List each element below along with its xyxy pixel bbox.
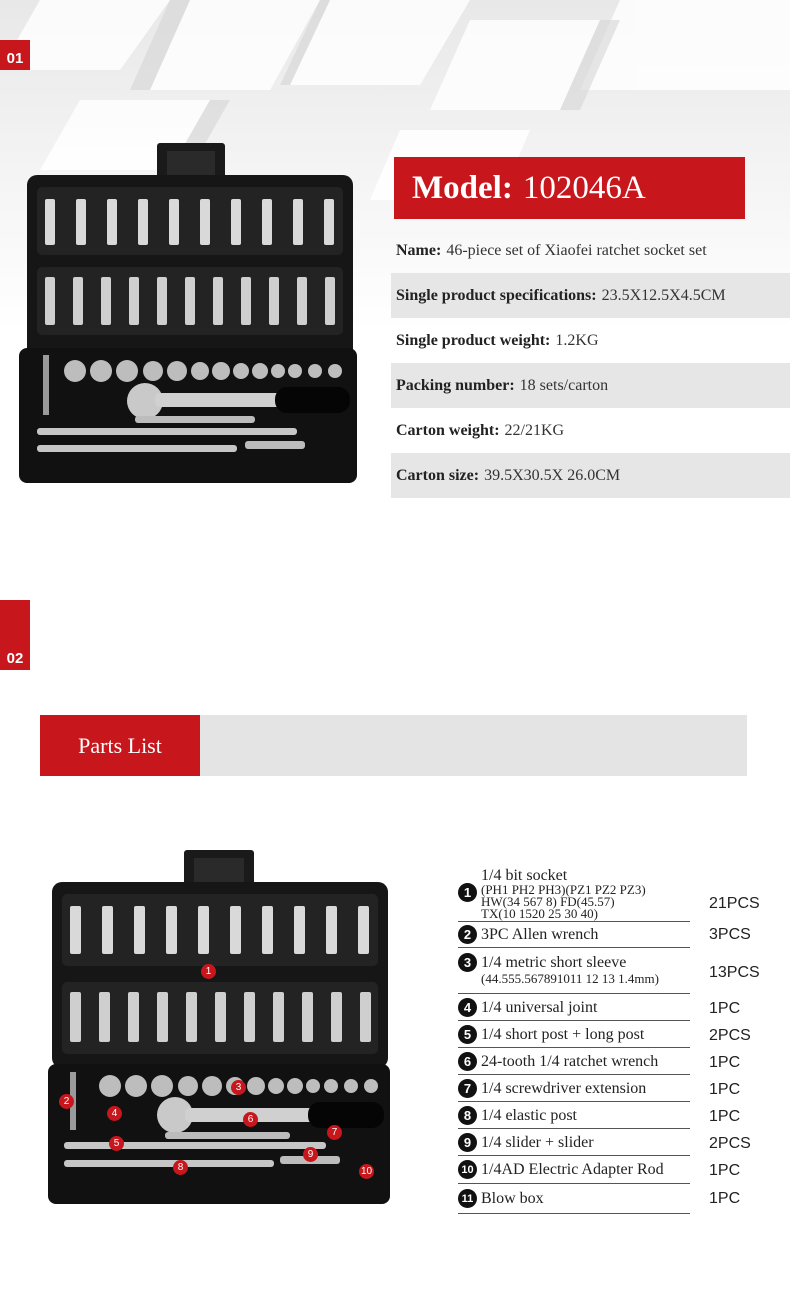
spec-value: 22/21KG [504,421,565,439]
part-qty: 21PCS [709,895,760,912]
part-number: 1 [458,883,477,902]
part-number: 3 [458,953,477,972]
section-tag-02: 02 [0,600,30,670]
model-label: Model: [412,169,513,206]
part-number: 5 [458,1025,477,1044]
part-qty: 2PCS [709,1027,751,1044]
part-name: Blow box [481,1190,544,1207]
marker-3: 3 [231,1080,246,1095]
part-name: 1/4 short post + long post [481,1025,645,1043]
model-banner [394,157,745,219]
spec-value: 39.5X30.5X 26.0CM [484,466,621,484]
part-number: 4 [458,998,477,1017]
part-qty: 1PC [709,1000,741,1017]
tool-case-image [15,143,360,488]
part-name: 1/4 bit socket [481,867,568,884]
spec-key: Single product specifications: [396,286,597,304]
spec-value: 46-piece set of Xiaofei ratchet socket set [446,241,707,259]
spec-key: Single product weight: [396,331,551,349]
part-name: 1/4 screwdriver extension [481,1079,647,1097]
spec-row-name [391,228,790,273]
spec-value: 18 sets/carton [519,376,609,394]
part-name: 24-tooth 1/4 ratchet wrench [481,1052,659,1070]
tool-case-diagram [40,850,400,1210]
part-qty: 13PCS [709,964,760,981]
spec-row-carton-size [391,453,790,498]
marker-7: 7 [327,1125,342,1140]
marker-10: 10 [360,1166,373,1177]
marker-2: 2 [59,1094,74,1109]
part-number: 6 [458,1052,477,1071]
part-row-3 [458,948,788,994]
marker-9: 9 [303,1147,318,1162]
part-qty: 1PC [709,1190,741,1207]
part-name: 1/4 metric short sleeve [481,954,627,971]
marker-5: 5 [109,1136,124,1151]
part-number: 8 [458,1106,477,1125]
part-number: 10 [458,1160,477,1179]
part-qty: 1PC [709,1108,741,1125]
part-qty: 1PC [709,1162,741,1179]
part-qty: 2PCS [709,1135,751,1152]
parts-list-title: Parts List [40,715,200,776]
part-number: 9 [458,1133,477,1152]
marker-1: 1 [201,964,216,979]
part-row-10 [458,1156,788,1184]
part-detail: (PH1 PH2 PH3)(PZ1 PZ2 PZ3) [481,882,646,897]
marker-4: 4 [107,1106,122,1121]
spec-row-carton-weight [391,408,790,453]
part-qty: 1PC [709,1081,741,1098]
part-row-11 [458,1184,788,1214]
marker-8: 8 [173,1160,188,1175]
marker-6: 6 [243,1112,258,1127]
part-row-2 [458,922,788,948]
part-row-1 [458,858,788,922]
spec-value: 1.2KG [555,331,599,349]
part-qty: 3PCS [709,926,751,943]
spec-row-packing [391,363,790,408]
spec-key: Packing number: [396,376,515,394]
part-name: 1/4 universal joint [481,998,598,1016]
spec-list [391,228,790,498]
part-detail: HW(34 567 8) FD(45.57) [481,894,615,909]
part-name: 1/4AD Electric Adapter Rod [481,1161,664,1178]
spec-row-weight [391,318,790,363]
part-row-5 [458,1021,788,1048]
part-qty: 1PC [709,1054,741,1071]
section-tag-01: 01 [0,40,30,70]
part-name: 1/4 elastic post [481,1106,577,1124]
spec-value: 23.5X12.5X4.5CM [601,286,726,304]
spec-key: Name: [396,241,442,259]
part-row-6 [458,1048,788,1075]
part-number: 2 [458,925,477,944]
spec-row-specifications [391,273,790,318]
part-name: 3PC Allen wrench [481,926,599,943]
spec-key: Carton size: [396,466,480,484]
part-number: 7 [458,1079,477,1098]
part-row-9 [458,1129,788,1156]
part-detail: TX(10 1520 25 30 40) [481,906,598,921]
part-row-4 [458,994,788,1021]
part-row-7 [458,1075,788,1102]
spec-key: Carton weight: [396,421,500,439]
part-number: 11 [458,1189,477,1208]
part-name: 1/4 slider + slider [481,1133,594,1151]
part-detail: (44.555.567891011 12 13 1.4mm) [481,971,659,986]
part-row-8 [458,1102,788,1129]
model-value: 102046A [522,169,646,206]
